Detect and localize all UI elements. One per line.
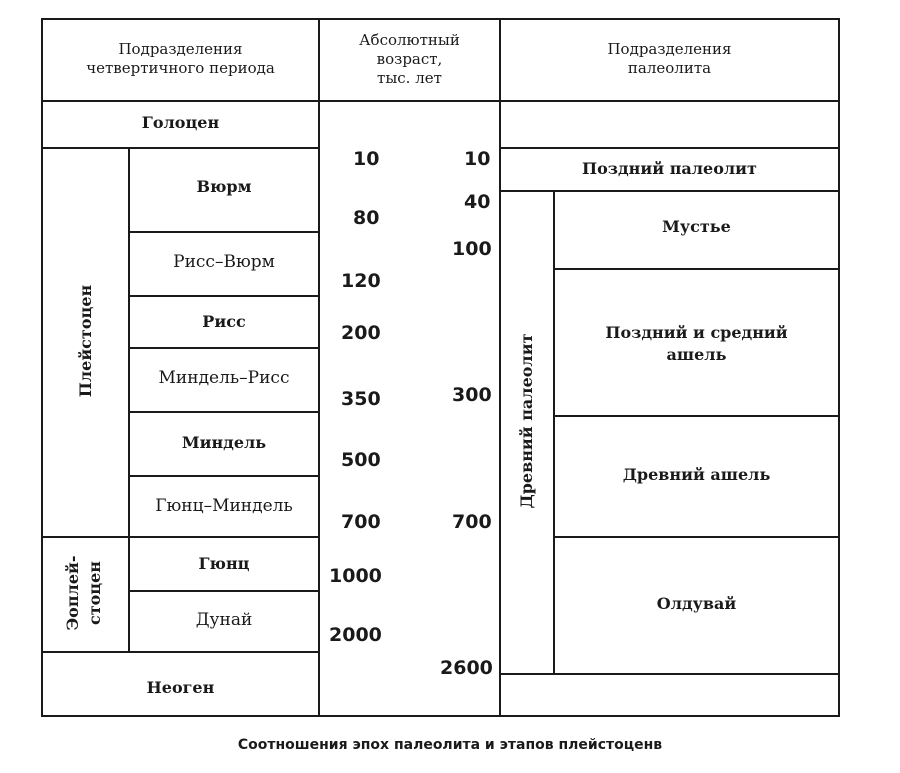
age-left-500: 500 bbox=[341, 449, 381, 471]
header-absolute-age: Абсолютный возраст, тыс. лет bbox=[359, 31, 460, 87]
late-paleolithic-label: Поздний палеолит bbox=[582, 159, 757, 178]
early-acheulean-label: Древний ашель bbox=[622, 465, 771, 484]
pleistocene-label: Плейстоцен bbox=[76, 284, 95, 398]
stage-riss: Рисс bbox=[202, 312, 246, 331]
holocene-label: Голоцен bbox=[141, 113, 220, 132]
age-right-700: 700 bbox=[452, 511, 492, 533]
age-right-40: 40 bbox=[464, 191, 491, 213]
age-left-350: 350 bbox=[341, 388, 381, 410]
age-left-80: 80 bbox=[353, 207, 380, 229]
stage-danube: Дунай bbox=[195, 610, 253, 630]
mousterian-label: Мустье bbox=[662, 217, 731, 236]
stage-wurm: Вюрм bbox=[196, 177, 252, 196]
header-paleolithic: Подразделения палеолита bbox=[607, 40, 732, 77]
age-right-100: 100 bbox=[452, 238, 492, 260]
stage-gunz: Гюнц bbox=[198, 554, 250, 573]
age-left-2000: 2000 bbox=[329, 624, 382, 646]
age-right-10: 10 bbox=[464, 148, 491, 170]
stage-gunz-mindel: Гюнц–Миндель bbox=[155, 496, 293, 516]
age-left-200: 200 bbox=[341, 322, 381, 344]
stage-mindel-riss: Миндель–Рисс bbox=[158, 368, 290, 388]
age-left-1000: 1000 bbox=[329, 565, 382, 587]
age-left-10: 10 bbox=[353, 148, 380, 170]
late-middle-acheulean-label: Поздний и средний ашель bbox=[605, 323, 788, 364]
age-right-300: 300 bbox=[452, 384, 492, 406]
age-left-120: 120 bbox=[341, 270, 381, 292]
age-left-700: 700 bbox=[341, 511, 381, 533]
ancient-paleolithic-label: Древний палеолит bbox=[517, 333, 536, 509]
table-caption: Соотношения эпох палеолита и этапов плейстоценв bbox=[237, 737, 663, 753]
stage-riss-wurm: Рисс–Вюрм bbox=[173, 252, 275, 272]
olduvai-label: Олдувай bbox=[656, 594, 737, 613]
stage-mindel: Миндель bbox=[181, 433, 267, 452]
eopleistocene-label: Эоплей- стоцен bbox=[63, 555, 104, 631]
age-right-2600: 2600 bbox=[440, 657, 493, 679]
header-quaternary: Подразделения четвертичного периода bbox=[86, 40, 275, 77]
neogene-label: Неоген bbox=[146, 678, 215, 697]
